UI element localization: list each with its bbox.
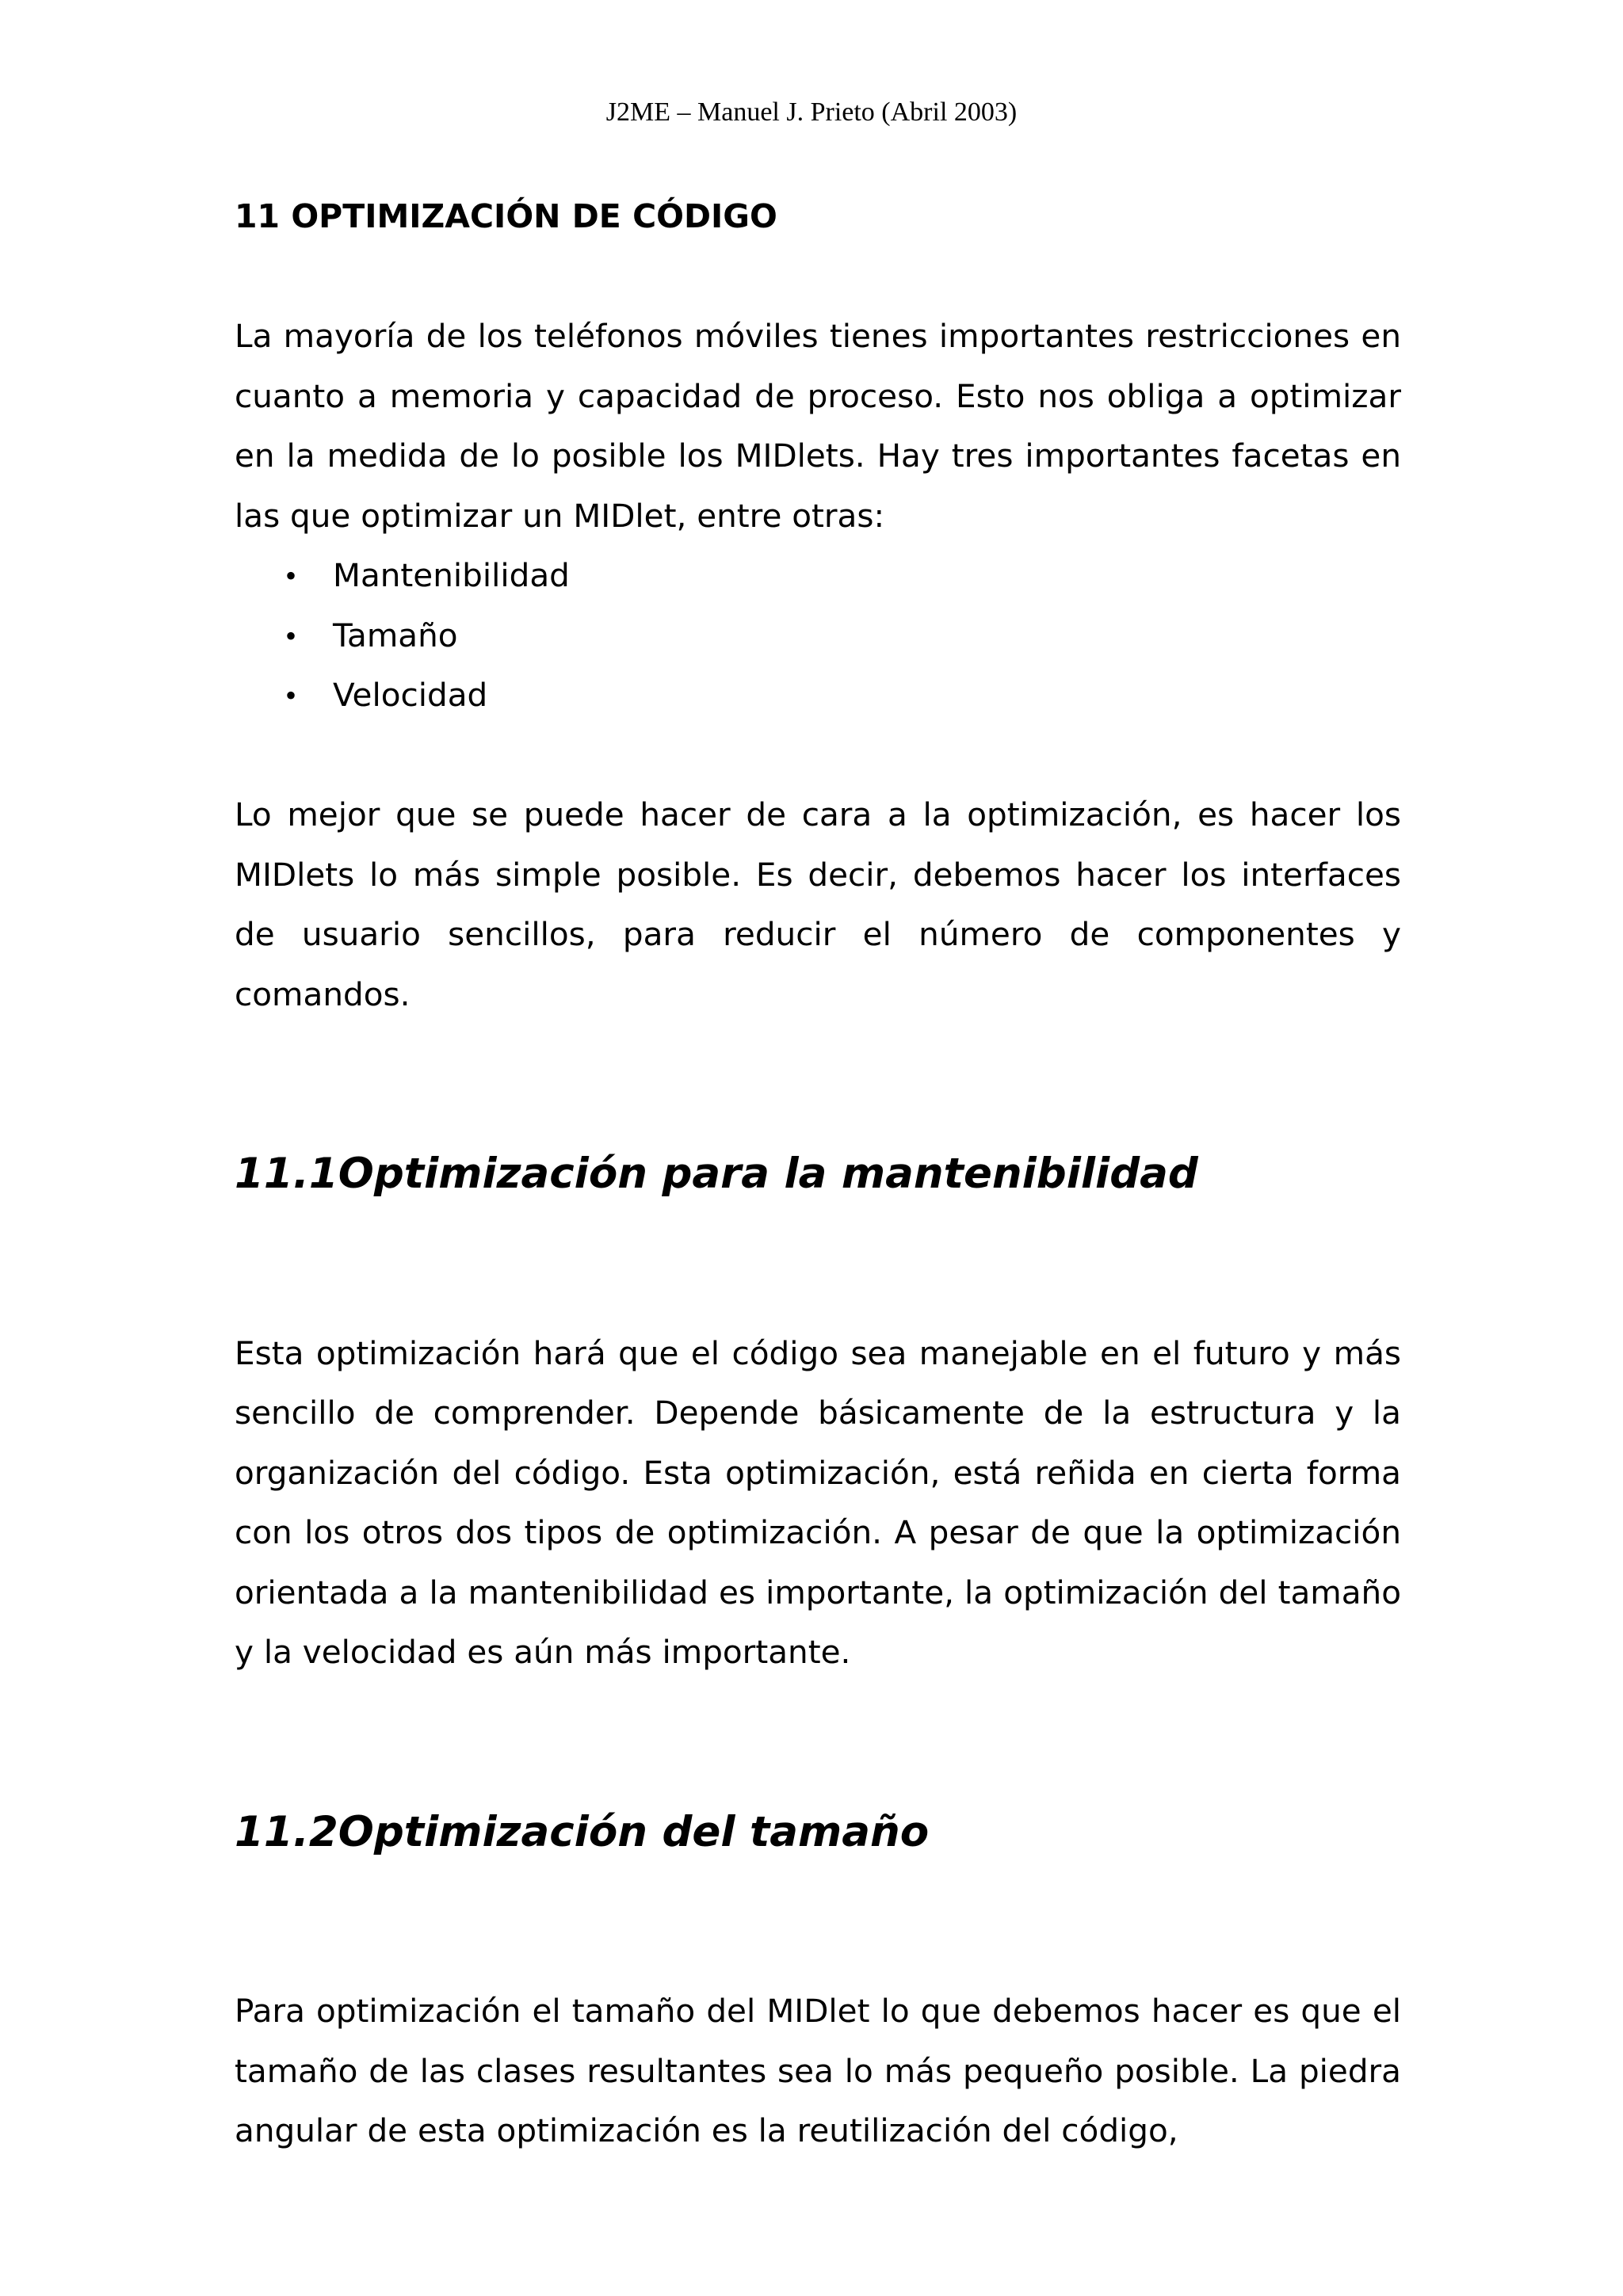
list-item-text: Tamaño (333, 616, 458, 654)
spacer (235, 247, 1401, 307)
bullet-icon: • (285, 617, 297, 654)
page-content (235, 187, 1401, 2161)
list-item-text: Velocidad (333, 676, 488, 714)
section-title-2: 11.2Optimización del tamaño (235, 1807, 930, 1856)
spacer (235, 726, 1401, 786)
bullet-icon: • (285, 677, 297, 713)
spacer (235, 1024, 1401, 1144)
section-1-paragraph: Esta optimización hará que el código sea manejable en el futuro y más sencillo de comprender. Depende básicamente de la estructura y la organización del código. Esta optimización, está reñida en cierta forma con los otros dos tipos de optimización. A pesar de que la optimización orientada a la mantenibilidad es importante, la optimización del tamaño y la velocidad es aún más importante. (235, 1333, 1401, 1671)
spacer (235, 1683, 1401, 1802)
list-item-text: Mantenibilidad (333, 556, 570, 594)
bullet-icon: • (285, 558, 297, 593)
list-item (235, 546, 1401, 606)
section-2-paragraph: Para optimización el tamaño del MIDlet lo que debemos hacer es que el tamaño de las clases resultantes sea lo más pequeño posible. La piedra angular de esta optimización es la reutilización del código, (235, 1992, 1401, 2149)
running-header: J2ME – Manuel J. Prieto (Abril 2003) (605, 97, 1018, 127)
optimization-facets-list (235, 546, 1401, 726)
section-title-1: 11.1Optimización para la mantenibilidad (235, 1150, 1198, 1198)
intro-paragraph-2: Lo mejor que se puede hacer de cara a la optimización, es hacer los MIDlets lo más simple posible. Es decir, debemos hacer los interfaces de usuario sencillos, para reducir el número de componentes y comandos. (235, 795, 1401, 1013)
intro-paragraph-1: La mayoría de los teléfonos móviles tienes importantes restricciones en cuanto a memoria y capacidad de proceso. Esto nos obliga a optimizar en la medida de lo posible los MIDlets. Hay tres importantes facetas en las que optimizar un MIDlet, entre otras: (235, 317, 1401, 535)
spacer (235, 1204, 1401, 1324)
spacer (235, 1862, 1401, 1981)
list-item (235, 606, 1401, 666)
chapter-title: 11 OPTIMIZACIÓN DE CÓDIGO (235, 197, 777, 235)
list-item (235, 666, 1401, 726)
